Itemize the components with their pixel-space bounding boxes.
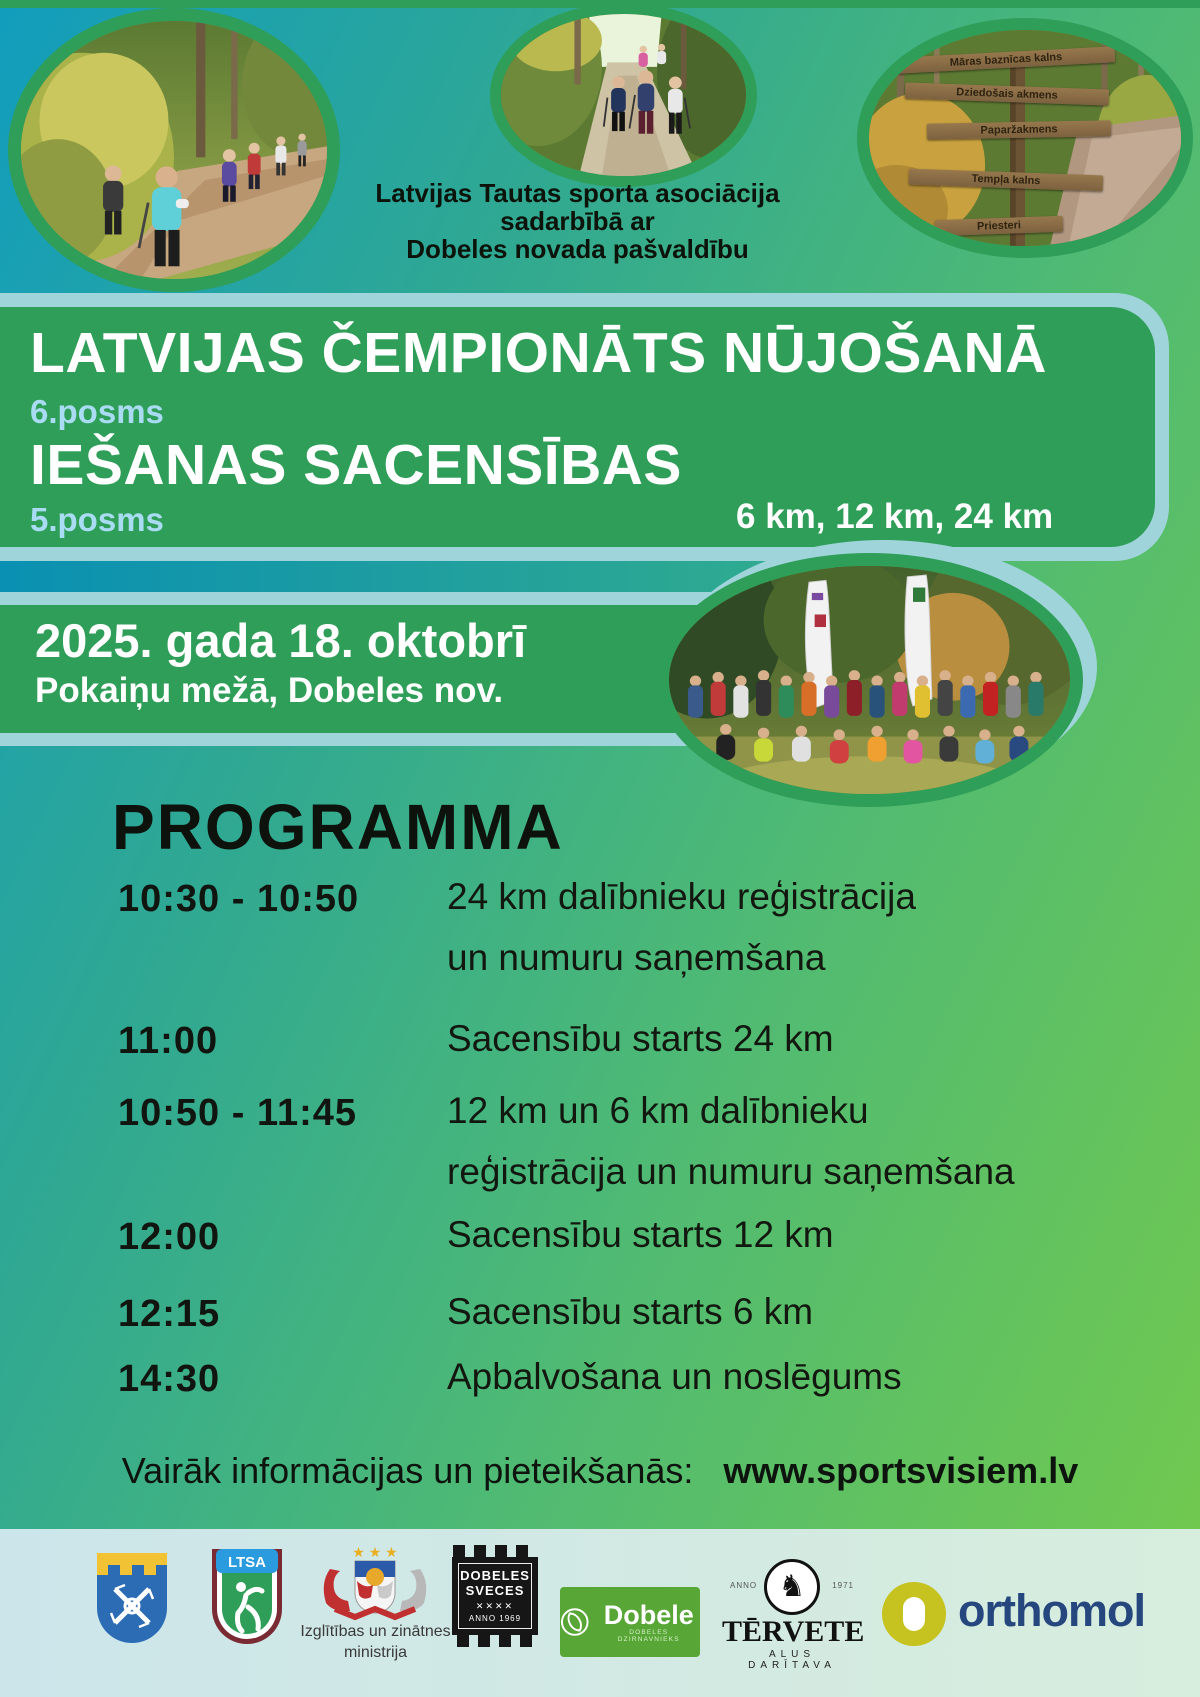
- event-date: 2025. gada 18. oktobrī: [35, 614, 527, 667]
- collaboration-line: sadarbībā ar: [500, 206, 655, 236]
- program-row-desc: [447, 866, 1107, 988]
- tervete-anno-right: 1971: [832, 1581, 854, 1590]
- tervete-subtext: ALUS DARĪTAVA: [748, 1649, 836, 1671]
- orthomol-icon-center: [903, 1597, 925, 1631]
- main-title-banner: [0, 293, 1169, 561]
- program-row-time: 10:50 - 11:45: [118, 1092, 358, 1134]
- program-desc-line: Apbalvošana un noslēgums: [447, 1356, 902, 1397]
- tervete-anno-left: ANNO: [730, 1581, 758, 1590]
- program-desc-line: Sacensību starts 24 km: [447, 1018, 834, 1059]
- more-info-label: Vairāk informācijas un pieteikšanās:: [121, 1450, 694, 1491]
- stage-5-label: 5.posms: [30, 501, 164, 538]
- ltsa-text: LTSA: [227, 1554, 267, 1571]
- walkers-forest-illustration: [21, 21, 327, 279]
- photo-walkers-forest-left: [8, 8, 340, 292]
- ministry-line: ministrija: [343, 1644, 408, 1661]
- trail-sign-label: Paparžakmens: [980, 123, 1058, 137]
- program-row-time: 12:15: [118, 1293, 221, 1335]
- svg-text:★ ★ ★: ★ ★ ★: [352, 1544, 398, 1560]
- sveces-text: DOBELES: [460, 1568, 530, 1583]
- dobele-text: Dobele: [603, 1600, 694, 1630]
- trail-sign: [927, 120, 1111, 139]
- horse-head-emblem: ♞: [764, 1559, 820, 1615]
- collaboration-line: Dobeles novada pašvaldību: [406, 234, 749, 264]
- stage-6-label: 6.posms: [30, 393, 164, 430]
- walkers-path-illustration: [501, 14, 746, 176]
- dobele-coat-of-arms-logo: [95, 1551, 169, 1645]
- trail-sign-label: Tempļa kalns: [971, 172, 1041, 188]
- orthomol-text: orthomol: [958, 1585, 1145, 1636]
- sponsor-logo-strip: [0, 1529, 1200, 1697]
- program-desc-line: reģistrācija un numuru saņemšana: [447, 1151, 1015, 1192]
- group-photo-illustration: [669, 566, 1070, 794]
- collaboration-line: Latvijas Tautas sporta asociācija: [375, 178, 780, 208]
- program-row-time: 10:30 - 10:50: [118, 878, 360, 920]
- program-row-desc: [447, 1281, 1107, 1342]
- orthomol-icon: [882, 1582, 946, 1646]
- sveces-text: SVECES: [465, 1583, 525, 1598]
- leaf-icon: [560, 1607, 590, 1637]
- main-title-banner-inner: [0, 307, 1155, 547]
- event-location: Pokaiņu mežā, Dobeles nov.: [35, 671, 504, 710]
- dobeles-sveces-logo: [452, 1545, 538, 1647]
- ministry-line: Izglītības un zinātnes: [300, 1623, 451, 1640]
- trail-sign-label: Priesteri: [976, 219, 1022, 233]
- dobele-subtext: DOBELES DZIRNAVNIEKS: [617, 1629, 680, 1643]
- program-row-time: 12:00: [118, 1216, 221, 1258]
- program-row-time: 11:00: [118, 1020, 219, 1062]
- sveces-crenellation-bottom: [453, 1635, 537, 1647]
- collaboration-text: [305, 179, 850, 263]
- trail-sign-label: Māras baznīcas kalns: [949, 51, 1063, 69]
- program-desc-line: Sacensību starts 6 km: [447, 1291, 814, 1332]
- program-row-desc: [447, 1080, 1107, 1202]
- program-desc-line: 24 km dalībnieku reģistrācija: [447, 876, 916, 917]
- distances-label: 6 km, 12 km, 24 km: [736, 497, 1054, 536]
- program-heading: PROGRAMMA: [112, 791, 564, 863]
- program-desc-line: un numuru saņemšana: [447, 937, 826, 978]
- tervete-logo: [722, 1559, 865, 1671]
- walking-competition-title: IEŠANAS SACENSĪBAS: [30, 433, 682, 497]
- program-row-desc: [447, 1008, 1107, 1069]
- ltsa-logo: [208, 1545, 286, 1649]
- trail-sign-label: Dziedošais akmens: [956, 86, 1058, 102]
- dobele-dzirnavnieks-logo: [560, 1587, 700, 1657]
- program-row-desc: [447, 1346, 1107, 1407]
- more-info-line: [0, 1450, 1200, 1492]
- sveces-candle-motif: ✕✕✕✕: [475, 1601, 515, 1611]
- photo-signpost-right: [857, 18, 1193, 258]
- program-row-desc: [447, 1204, 1107, 1265]
- latvia-coat-of-arms: [300, 1543, 450, 1625]
- website-url: www.sportsvisiem.lv: [723, 1450, 1079, 1491]
- program-desc-line: Sacensību starts 12 km: [447, 1214, 834, 1255]
- tervete-text: TĒRVETE: [722, 1615, 865, 1648]
- sveces-anno: ANNO 1969: [468, 1614, 522, 1623]
- sveces-crenellation-top: [453, 1545, 537, 1557]
- photo-group-participants: [656, 553, 1083, 807]
- program-row-time: 14:30: [118, 1358, 221, 1400]
- championship-title: LATVIJAS ČEMPIONĀTS NŪJOŠANĀ: [30, 321, 1047, 385]
- program-desc-line: 12 km un 6 km dalībnieku: [447, 1090, 869, 1131]
- photo-walkers-path-center: [490, 3, 757, 187]
- ministry-label: [288, 1621, 463, 1663]
